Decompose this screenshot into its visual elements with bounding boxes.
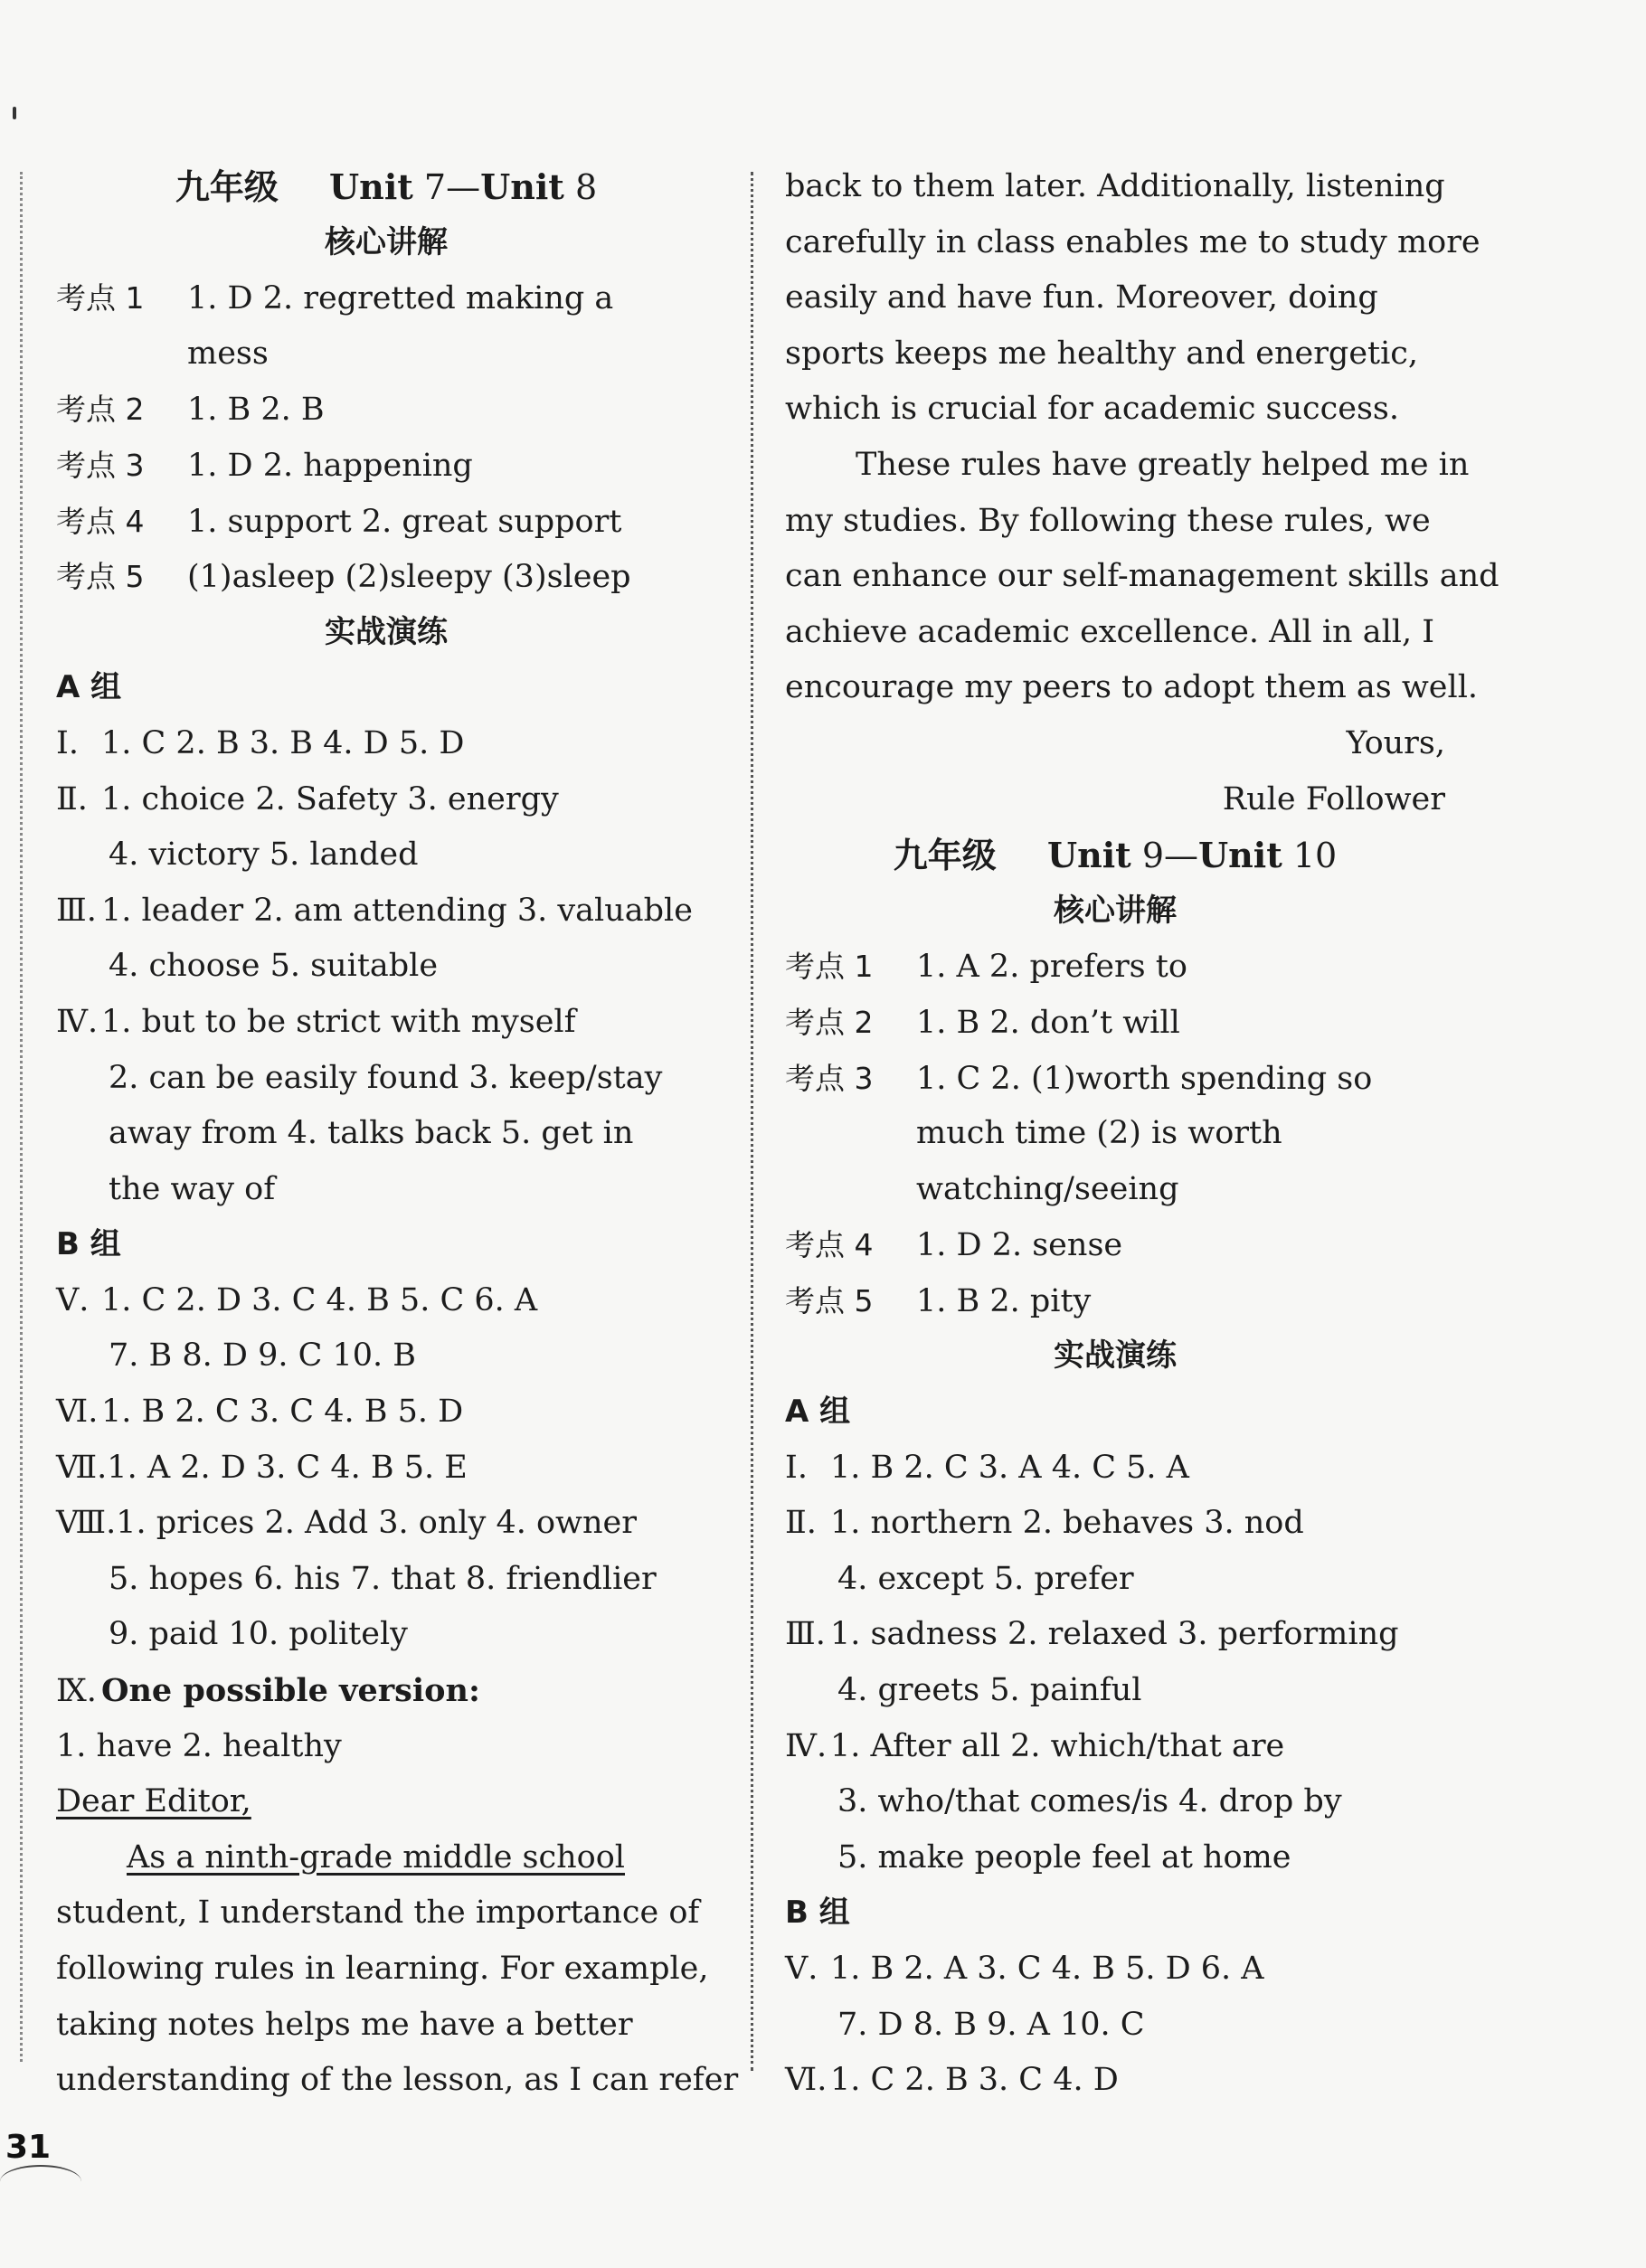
answer-row-ii: Ⅱ. 1. northern 2. behaves 3. nod <box>785 1505 1304 1542</box>
answer-row-v: Ⅴ. 1. B 2. A 3. C 4. B 5. D 6. A <box>785 1951 1264 1987</box>
page-number: 31 <box>5 2129 52 2166</box>
answer-row-viii-cont: 9. paid 10. politely <box>109 1616 408 1653</box>
kaodian-row: 考点 3 1. D 2. happening <box>56 447 473 484</box>
kaodian-row: 考点 1 1. D 2. regretted making a <box>56 280 614 317</box>
kaodian-row: 考点 4 1. support 2. great support <box>56 503 622 540</box>
answer-row-iv-cont: 3. who/that comes/is 4. drop by <box>837 1783 1342 1820</box>
kaodian-row: 考点 5 (1)asleep (2)sleepy (3)sleep <box>56 559 631 596</box>
section-title-unit-9-10: 九年级 Unit 9—Unit 10 <box>893 835 1338 876</box>
essay-line: can enhance our self-management skills and <box>785 558 1499 595</box>
kaodian-row: 考点 2 1. B 2. don’t will <box>785 1004 1180 1041</box>
answer-row-ii-cont: 4. victory 5. landed <box>109 836 419 874</box>
group-b-label: B 组 <box>785 1895 850 1932</box>
kaodian-row-cont: much time (2) is worth <box>916 1115 1282 1152</box>
essay-line: student, I understand the importance of <box>56 1895 700 1932</box>
practice-heading: 实战演练 <box>1054 1337 1177 1375</box>
core-heading: 核心讲解 <box>325 223 448 260</box>
essay-line: sports keeps me healthy and energetic, <box>785 335 1419 372</box>
answer-row-iii: Ⅲ. 1. sadness 2. relaxed 3. performing <box>785 1616 1399 1653</box>
answer-row-viii: Ⅷ.1. prices 2. Add 3. only 4. owner <box>56 1505 638 1542</box>
essay-greeting: Dear Editor, <box>56 1783 251 1820</box>
answer-row-v-cont: 7. D 8. B 9. A 10. C <box>837 2006 1145 2043</box>
answer-row-iv: Ⅳ. 1. but to be strict with myself <box>56 1003 576 1040</box>
answer-row-viii-cont: 5. hopes 6. his 7. that 8. friendlier <box>109 1560 657 1597</box>
essay-line: These rules have greatly helped me in <box>856 446 1470 483</box>
edge-mark <box>13 107 16 119</box>
practice-heading: 实战演练 <box>325 613 448 650</box>
answer-row-iv: Ⅳ. 1. After all 2. which/that are <box>785 1727 1285 1764</box>
answer-row-iii-cont: 4. choose 5. suitable <box>109 948 439 985</box>
essay-line: achieve academic excellence. All in all, I <box>785 613 1435 650</box>
essay-line: which is crucial for academic success. <box>785 391 1400 428</box>
kaodian-row-cont: mess <box>187 335 269 372</box>
group-a-label: A 组 <box>785 1394 851 1431</box>
essay-line: carefully in class enables me to study more <box>785 223 1480 260</box>
column-divider <box>751 172 753 2071</box>
essay-line: following rules in learning. For example, <box>56 1951 709 1987</box>
kaodian-row: 考点 3 1. C 2. (1)worth spending so <box>785 1060 1373 1097</box>
answer-row-iv-cont: away from 4. talks back 5. get in <box>109 1115 634 1152</box>
answer-row-vi: Ⅵ. 1. B 2. C 3. C 4. B 5. D <box>56 1394 464 1431</box>
kaodian-row: 考点 1 1. A 2. prefers to <box>785 949 1187 986</box>
right-column <box>785 159 1499 2109</box>
kaodian-row: 考点 4 1. D 2. sense <box>785 1227 1123 1264</box>
section-title-unit-7-8: 九年级 Unit 7—Unit 8 <box>175 166 598 207</box>
group-b-label: B 组 <box>56 1226 121 1263</box>
group-a-label: A 组 <box>56 669 122 706</box>
kaodian-row: 考点 2 1. B 2. B <box>56 392 325 429</box>
essay-closing: Yours, <box>1346 724 1445 761</box>
answer-row-vii: Ⅶ.1. A 2. D 3. C 4. B 5. E <box>56 1449 468 1486</box>
answer-row-iv-cont: 5. make people feel at home <box>837 1838 1291 1876</box>
essay-signature: Rule Follower <box>1222 780 1445 817</box>
answer-row-ii-cont: 4. except 5. prefer <box>837 1560 1134 1597</box>
essay-line: my studies. By following these rules, we <box>785 502 1431 539</box>
essay-line: understanding of the lesson, as I can refer <box>56 2062 739 2099</box>
essay-line: easily and have fun. Moreover, doing <box>785 279 1378 317</box>
answer-row-iv-cont: the way of <box>109 1170 276 1207</box>
answer-row-v: Ⅴ. 1. C 2. D 3. C 4. B 5. C 6. A <box>56 1281 538 1318</box>
answer-row-iii-cont: 4. greets 5. painful <box>837 1672 1142 1709</box>
answer-row-ix: Ⅸ. One possible version: <box>56 1672 480 1710</box>
kaodian-row-cont: watching/seeing <box>916 1170 1179 1207</box>
kaodian-row: 考点 5 1. B 2. pity <box>785 1282 1092 1319</box>
essay-line: taking notes helps me have a better <box>56 2006 633 2043</box>
answer-row-i: Ⅰ. 1. C 2. B 3. B 4. D 5. D <box>56 724 465 761</box>
binding-dotted-line <box>20 172 23 2062</box>
left-column <box>56 159 739 2109</box>
essay-line: As a ninth-grade middle school <box>127 1838 625 1876</box>
essay-line: back to them later. Additionally, listening <box>785 168 1445 204</box>
essay-blanks: 1. have 2. healthy <box>56 1727 342 1764</box>
answer-row-iv-cont: 2. can be easily found 3. keep/stay <box>109 1059 663 1096</box>
answer-row-iii: Ⅲ. 1. leader 2. am attending 3. valuable <box>56 892 693 929</box>
essay-line: encourage my peers to adopt them as well. <box>785 669 1479 706</box>
answer-row-i: Ⅰ. 1. B 2. C 3. A 4. C 5. A <box>785 1449 1189 1486</box>
answer-row-vi: Ⅵ. 1. C 2. B 3. C 4. D <box>785 2062 1119 2099</box>
core-heading: 核心讲解 <box>1054 892 1177 929</box>
answer-row-v-cont: 7. B 8. D 9. C 10. B <box>109 1337 417 1375</box>
answer-row-ii: Ⅱ. 1. choice 2. Safety 3. energy <box>56 780 559 817</box>
